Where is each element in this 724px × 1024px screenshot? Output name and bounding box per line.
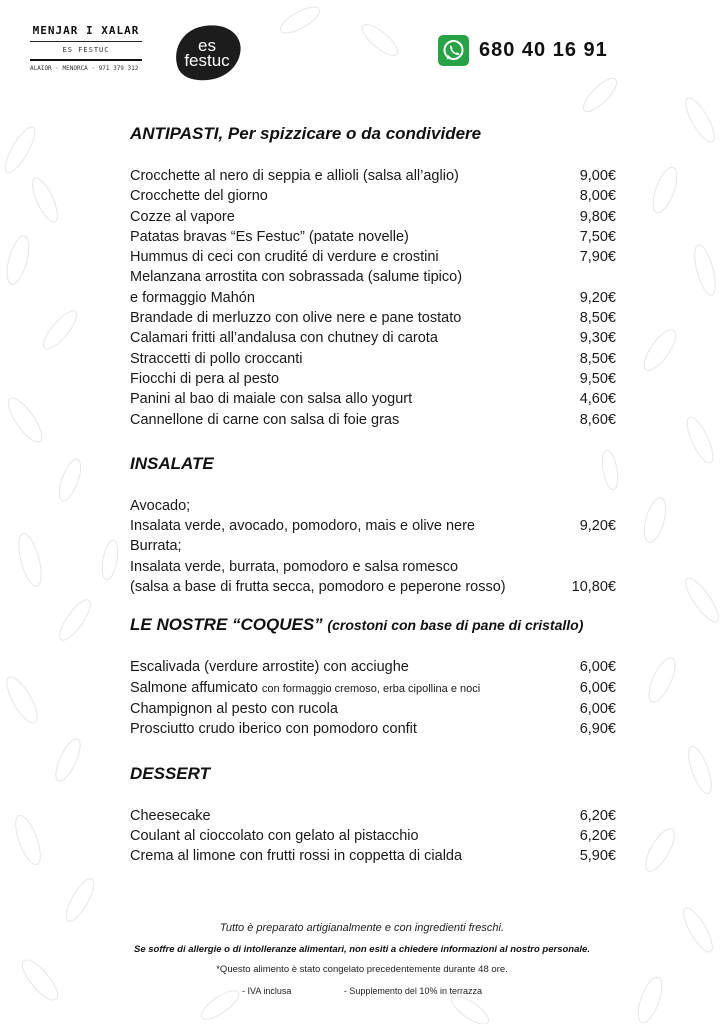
footer-tax-notes <box>0 986 724 996</box>
footer-iva: - IVA inclusa <box>242 986 292 996</box>
menu-item: Calamari fritti all’andalusa con chutney di carota 9,30€ <box>130 330 616 347</box>
section-gap <box>130 430 616 454</box>
brand-divider <box>30 41 142 42</box>
brand-divider-thick <box>30 59 142 61</box>
whatsapp-icon <box>438 35 469 66</box>
coques-list <box>130 657 616 739</box>
brand-location: ALAIOR · MENORCA · 971 379 312 <box>30 65 139 72</box>
footer-frozen-note: *Questo alimento è stato congelato precedentemente durante 48 ore. <box>216 964 508 975</box>
antipasti-list <box>130 166 616 430</box>
menu-item: Crocchette del giorno 8,00€ <box>130 188 616 205</box>
menu-item: Panini al bao di maiale con salsa allo yogurt 4,60€ <box>130 391 616 408</box>
logo-line-1: es <box>198 36 216 55</box>
logo-line-2: festuc <box>184 51 230 70</box>
footer-allergy-note: Se soffre di allergie o di intolleranze alimentari, non esiti a chiedere informazioni al nostro personale. <box>134 944 590 955</box>
insalate-list <box>130 496 616 597</box>
coques-title-note: (crostoni con base di pane di cristallo) <box>327 617 584 634</box>
menu-content <box>130 124 616 866</box>
logo-text <box>170 38 244 68</box>
section-title-dessert: DESSERT <box>130 763 210 783</box>
menu-item: e formaggio Mahón 9,20€ <box>130 289 616 306</box>
phone-number: 680 40 16 91 <box>479 38 608 61</box>
section-title-insalate: INSALATE <box>130 453 214 473</box>
section-gap <box>130 740 616 764</box>
menu-item: Melanzana arrostita con sobrassada (salume tipico) <box>130 269 463 286</box>
menu-item: Burrata; <box>130 538 182 555</box>
menu-item: Coulant al cioccolato con gelato al pistacchio 6,20€ <box>130 827 616 844</box>
menu-item: Straccetti di pollo croccanti 8,50€ <box>130 350 616 367</box>
menu-item: Cheesecake 6,20€ <box>130 807 616 824</box>
menu-item: Insalata verde, burrata, pomodoro e salsa romesco <box>130 558 459 575</box>
menu-item: Patatas bravas “Es Festuc” (patate novelle) 7,50€ <box>130 228 616 245</box>
dessert-list <box>130 806 616 867</box>
footer-terrace: - Supplemento del 10% in terrazza <box>343 986 482 996</box>
menu-item: Cannellone di carne con salsa di foie gras 8,60€ <box>130 411 616 428</box>
menu-item: Avocado; <box>130 497 191 514</box>
section-title-antipasti: ANTIPASTI, Per spizzicare o da condividere <box>130 124 482 143</box>
footer-artisanal-note: Tutto è preparato artigianalmente e con ingredienti freschi. <box>219 922 505 934</box>
section-title-coques <box>130 615 616 635</box>
menu-item: (salsa a base di frutta secca, pomodoro e peperone rosso) 10,80€ <box>130 579 616 596</box>
brand-title: MENJAR I XALAR <box>32 24 140 37</box>
menu-item: Crema al limone con frutti rossi in coppetta di cialda 5,90€ <box>130 848 616 865</box>
menu-item: Prosciutto crudo iberico con pomodoro confit 6,90€ <box>130 721 616 738</box>
logo <box>170 22 244 84</box>
menu-item: Cozze al vapore 9,80€ <box>130 208 616 225</box>
section-gap <box>130 597 616 615</box>
brand-block <box>30 24 142 72</box>
coques-title: LE NOSTRE “COQUES” <box>130 615 323 635</box>
menu-item: Brandade di merluzzo con olive nere e pane tostato 8,50€ <box>130 310 616 327</box>
phone-contact[interactable] <box>438 34 608 66</box>
brand-subtitle: ES FESTUC <box>62 46 110 54</box>
menu-item: Crocchette al nero di seppia e allioli (salsa all’aglio) 9,00€ <box>130 168 616 184</box>
menu-item: Escalivada (verdure arrostite) con acciughe 6,00€ <box>130 659 616 676</box>
item-note: con formaggio cremoso, erba cipollina e noci <box>261 682 481 695</box>
menu-item: Salmone affumicato con formaggio cremoso, erba cipollina e noci 6,00€ <box>130 679 616 696</box>
menu-item: Hummus di ceci con crudité di verdure e crostini 7,90€ <box>130 249 616 266</box>
footer <box>0 922 724 996</box>
menu-item: Champignon al pesto con rucola 6,00€ <box>130 700 616 717</box>
menu-item: Insalata verde, avocado, pomodoro, mais e olive nere 9,20€ <box>130 518 616 535</box>
menu-item: Fiocchi di pera al pesto 9,50€ <box>130 370 616 387</box>
